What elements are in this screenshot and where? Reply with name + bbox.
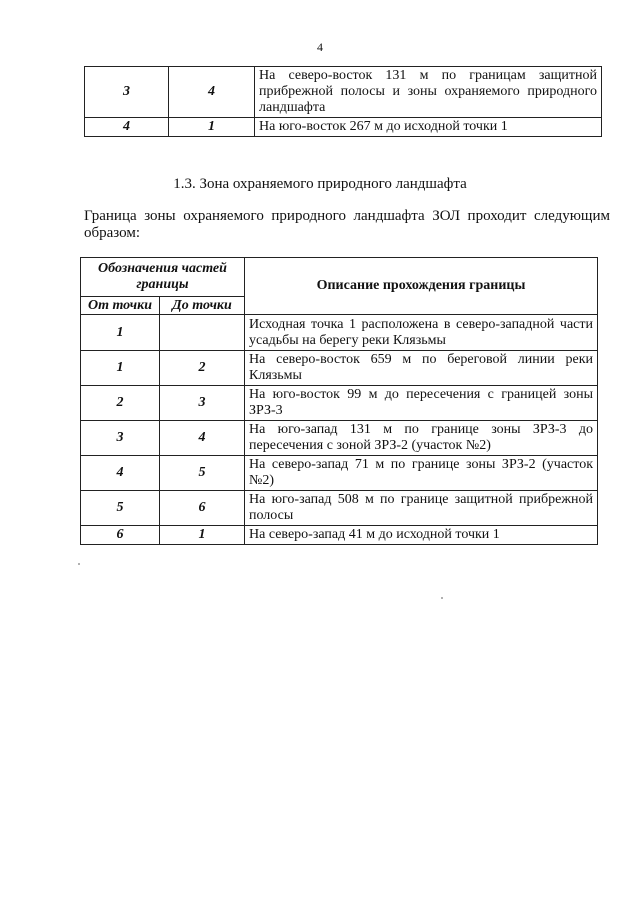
header-from-point: От точки <box>81 297 160 315</box>
description-cell: На юго-запад 508 м по границе защитной прибрежной полосы <box>245 491 598 526</box>
to-point-cell: 5 <box>160 456 245 491</box>
description-cell: На северо-запад 71 м по границе зоны ЗРЗ-2 (участок №2) <box>245 456 598 491</box>
description-cell: На юго-восток 267 м до исходной точки 1 <box>255 118 602 137</box>
page-number: 4 <box>317 40 323 54</box>
to-point-cell: 2 <box>160 351 245 386</box>
table-row <box>81 526 598 545</box>
description-cell: На северо-восток 131 м по границам защитной прибрежной полосы и зоны охраняемого природного ландшафта <box>255 67 602 118</box>
table-row <box>81 456 598 491</box>
from-point-cell: 3 <box>81 421 160 456</box>
table-row <box>85 67 602 118</box>
header-description: Описание прохождения границы <box>245 258 598 315</box>
boundary-table <box>80 257 598 545</box>
to-point-cell: 3 <box>160 386 245 421</box>
table-row <box>81 351 598 386</box>
description-cell: Исходная точка 1 расположена в северо-западной части усадьбы на берегу реки Клязьмы <box>245 315 598 351</box>
table-row <box>81 491 598 526</box>
to-point-cell: 4 <box>169 67 255 118</box>
from-point-cell: 4 <box>81 456 160 491</box>
from-point-cell: 3 <box>85 67 169 118</box>
to-point-cell: 1 <box>160 526 245 545</box>
from-point-cell: 1 <box>81 351 160 386</box>
description-cell: На юго-запад 131 м по границе зоны ЗРЗ-3 до пересечения с зоной ЗРЗ-2 (участок №2) <box>245 421 598 456</box>
table-row <box>81 386 598 421</box>
table-header-row <box>81 258 598 297</box>
description-cell: На северо-запад 41 м до исходной точки 1 <box>245 526 598 545</box>
description-cell: На юго-восток 99 м до пересечения с границей зоны ЗРЗ-3 <box>245 386 598 421</box>
intro-paragraph: Граница зоны охраняемого природного ландшафта ЗОЛ проходит следующим образом: <box>84 208 610 241</box>
scan-speck <box>441 597 443 599</box>
from-point-cell: 6 <box>81 526 160 545</box>
from-point-cell: 2 <box>81 386 160 421</box>
from-point-cell: 4 <box>85 118 169 137</box>
from-point-cell: 1 <box>81 315 160 351</box>
header-to-point: До точки <box>160 297 245 315</box>
to-point-cell: 6 <box>160 491 245 526</box>
to-point-cell <box>160 315 245 351</box>
table-row <box>81 315 598 351</box>
section-heading: 1.3. Зона охраняемого природного ландшафта <box>173 176 467 192</box>
table-row <box>81 421 598 456</box>
to-point-cell: 4 <box>160 421 245 456</box>
scan-speck <box>78 563 80 565</box>
table-row <box>85 118 602 137</box>
description-cell: На северо-восток 659 м по береговой линии реки Клязьмы <box>245 351 598 386</box>
from-point-cell: 5 <box>81 491 160 526</box>
to-point-cell: 1 <box>169 118 255 137</box>
header-point-designations: Обозначения частей границы <box>81 258 245 297</box>
boundary-table-continued <box>84 66 602 137</box>
